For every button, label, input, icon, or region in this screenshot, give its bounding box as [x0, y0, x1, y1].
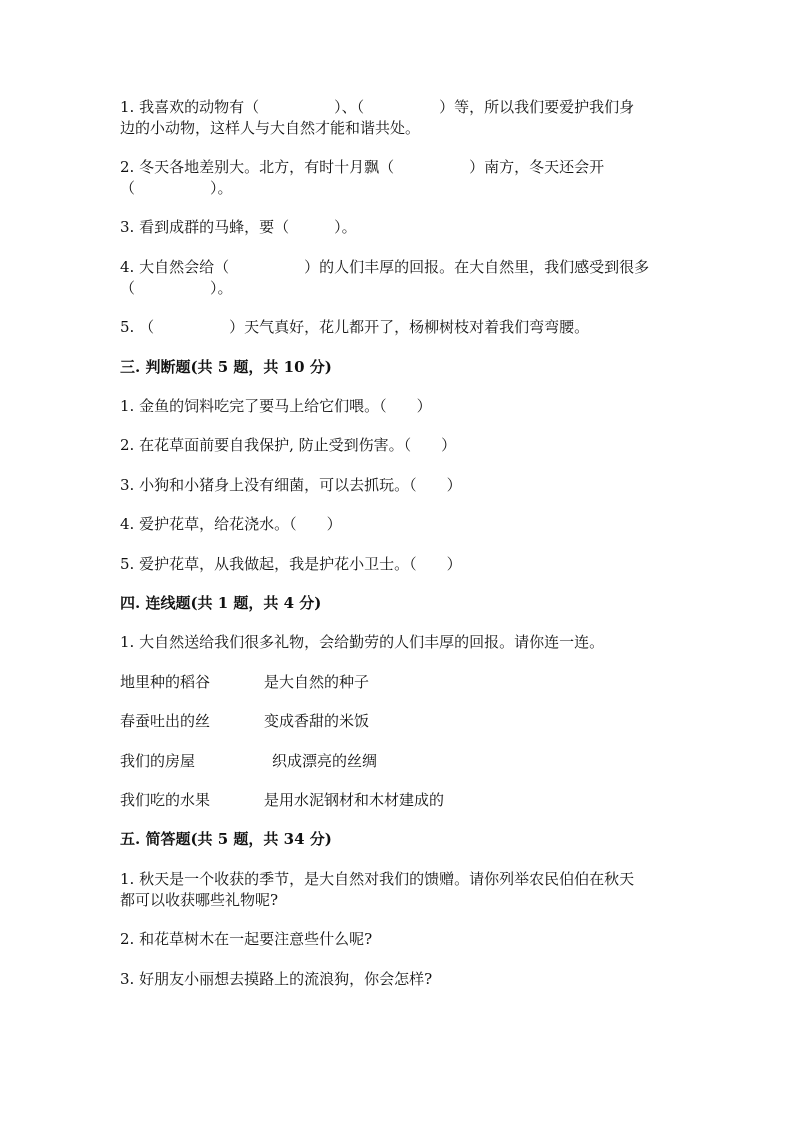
- short-answer-heading: 五. 简答题(共 5 题，共 34 分): [120, 830, 332, 848]
- matching-heading: 四. 连线题(共 1 题，共 4 分): [120, 594, 322, 612]
- short-answer-q2: 2. 和花草树木在一起要注意些什么呢?: [120, 930, 373, 948]
- matching-right-item: 织成漂亮的丝绸: [272, 752, 378, 770]
- fill-blank-q5: 5. （ ）天气真好，花儿都开了，杨柳树枝对着我们弯弯腰。: [120, 318, 590, 336]
- matching-left-item: 春蚕吐出的丝: [120, 712, 211, 730]
- fill-blank-q1-line1: 1. 我喜欢的动物有（ ）、（ ）等，所以我们要爱护我们身: [120, 98, 635, 116]
- judgement-item: 2. 在花草面前要自我保护, 防止受到伤害。（ ）: [120, 436, 457, 454]
- matching-prompt: 1. 大自然送给我们很多礼物，会给勤劳的人们丰厚的回报。请你连一连。: [120, 633, 605, 651]
- fill-blank-q4-line2: （ ）。: [120, 279, 233, 297]
- fill-blank-q3: 3. 看到成群的马蜂，要（ ）。: [120, 218, 357, 236]
- matching-right-item: 变成香甜的米饭: [264, 712, 370, 730]
- short-answer-q3: 3. 好朋友小丽想去摸路上的流浪狗，你会怎样?: [120, 970, 433, 988]
- matching-right-item: 是大自然的种子: [264, 673, 370, 691]
- short-answer-q1-line1: 1. 秋天是一个收获的季节，是大自然对我们的馈赠。请你列举农民伯伯在秋天: [120, 870, 635, 888]
- judgement-item: 5. 爱护花草，从我做起，我是护花小卫士。（ ）: [120, 555, 462, 573]
- fill-blank-q2-line1: 2. 冬天各地差别大。北方，有时十月飘（ ）南方，冬天还会开: [120, 158, 605, 176]
- fill-blank-q2-line2: （ ）。: [120, 179, 233, 197]
- matching-right-item: 是用水泥钢材和木材建成的: [264, 791, 445, 809]
- fill-blank-q4-line1: 4. 大自然会给（ ）的人们丰厚的回报。在大自然里，我们感受到很多: [120, 258, 650, 276]
- matching-left-item: 我们的房屋: [120, 752, 196, 770]
- judgement-item: 1. 金鱼的饲料吃完了要马上给它们喂。（ ）: [120, 397, 432, 415]
- matching-left-item: 我们吃的水果: [120, 791, 211, 809]
- short-answer-q1-line2: 都可以收获哪些礼物呢?: [120, 891, 279, 909]
- judgement-item: 4. 爱护花草，给花浇水。（ ）: [120, 515, 342, 533]
- fill-blank-q1-line2: 边的小动物，这样人与大自然才能和谐共处。: [120, 119, 421, 137]
- matching-left-item: 地里种的稻谷: [120, 673, 211, 691]
- judgement-heading: 三. 判断题(共 5 题，共 10 分): [120, 358, 332, 376]
- judgement-item: 3. 小狗和小猪身上没有细菌，可以去抓玩。（ ）: [120, 476, 462, 494]
